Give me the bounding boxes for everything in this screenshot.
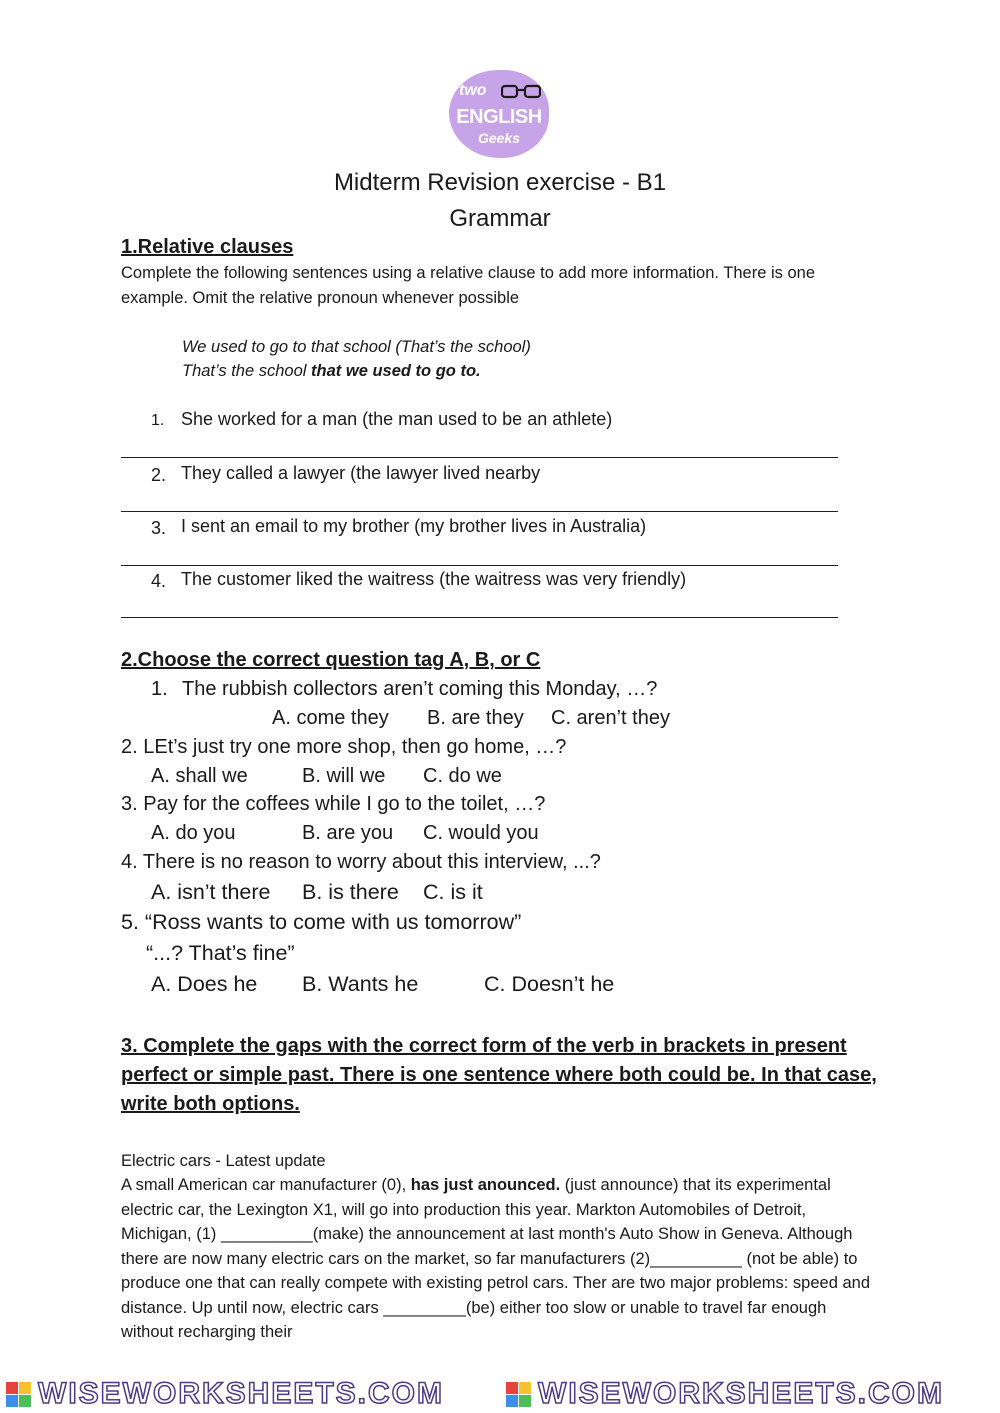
watermark-logo-icon-2 xyxy=(506,1382,532,1408)
q4-option-a[interactable]: A. isn’t there xyxy=(151,880,271,904)
q1-option-c[interactable]: C. aren’t they xyxy=(551,707,670,729)
section1-instructions: Complete the following sentences using a relative clause to add more information. There is one example. Omit the relative pronoun whenever possible xyxy=(121,264,815,307)
answer-line-2[interactable] xyxy=(121,511,838,512)
item2-text: They called a lawyer (the lawyer lived nearby xyxy=(181,463,541,483)
example-answer xyxy=(182,359,481,383)
answer-line-1[interactable] xyxy=(121,457,838,458)
item1-number: 1. xyxy=(151,412,165,429)
item2-number: 2. xyxy=(151,465,167,485)
q1-option-a[interactable]: A. come they xyxy=(272,707,389,729)
q3-option-b[interactable]: B. are you xyxy=(302,822,394,844)
passage-bold: has just anounced. xyxy=(410,1176,561,1194)
example-answer-plain: That’s the school xyxy=(182,362,312,380)
q3-option-a[interactable]: A. do you xyxy=(151,822,236,844)
example-answer-bold: that we used to go to. xyxy=(311,362,481,380)
q3-text: 3. Pay for the coffees while I go to the toilet, …? xyxy=(121,793,546,815)
q2-text: 2. LEt’s just try one more shop, then go home, …? xyxy=(121,736,567,758)
footer-watermark xyxy=(0,1374,1000,1413)
answer-line-4[interactable] xyxy=(121,617,838,618)
logo-line2: ENGLISH xyxy=(456,106,542,128)
passage-post: (just announce) that its experimental electric car, the Lexington X1, will go into production this year. Markton Automobiles of Detroit, Michigan, (1) __________(make) the announcement at last month's Auto Show in Geneva. Although there are now many electric cars on the market, so far manufacturers (2)__________ (not be able) to produce one that can really compete with existing petrol cars. Ther are two major problems: speed and distance. Up until now, electric cars _________(be) either too slow or unable to travel far enough without recharging their xyxy=(121,1176,871,1341)
q4-option-b[interactable]: B. is there xyxy=(302,880,399,904)
q1-number: 1. xyxy=(151,678,168,700)
page-subtitle: Grammar xyxy=(449,205,551,232)
item1-text: She worked for a man (the man used to be an athlete) xyxy=(181,409,613,429)
section1-heading: 1.Relative clauses xyxy=(121,236,294,258)
q1-text: The rubbish collectors aren’t coming this Monday, …? xyxy=(182,678,658,700)
q5-option-c[interactable]: C. Doesn’t he xyxy=(484,972,615,996)
page-title: Midterm Revision exercise - B1 xyxy=(333,169,667,196)
watermark-text-1: WISEWORKSHEETS.COM xyxy=(38,1377,445,1410)
item3-text: I sent an email to my brother (my brother lives in Australia) xyxy=(181,516,647,536)
q3-option-c[interactable]: C. would you xyxy=(423,822,539,844)
q2-option-c[interactable]: C. do we xyxy=(423,765,502,787)
q4-text: 4. There is no reason to worry about this interview, ...? xyxy=(121,851,601,873)
passage-title: Electric cars - Latest update xyxy=(121,1152,326,1170)
section2-heading: 2.Choose the correct question tag A, B, or C xyxy=(121,649,541,671)
section3-heading: 3. Complete the gaps with the correct form of the verb in brackets in present perfect or simple past. There is one sentence where both could be. In that case, write both options. xyxy=(121,1035,877,1115)
q2-option-a[interactable]: A. shall we xyxy=(151,765,248,787)
q1-option-b[interactable]: B. are they xyxy=(427,707,524,729)
q5-option-a[interactable]: A. Does he xyxy=(151,972,258,996)
q4-option-c[interactable]: C. is it xyxy=(423,880,483,904)
q5-text: 5. “Ross wants to come with us tomorrow” xyxy=(121,910,522,934)
example-sentence: We used to go to that school (That’s the school) xyxy=(182,338,531,356)
passage-pre: A small American car manufacturer (0), xyxy=(121,1176,411,1194)
q5-option-b[interactable]: B. Wants he xyxy=(302,972,419,996)
logo-line1: two xyxy=(459,82,487,99)
q5-text2: “...? That’s fine” xyxy=(146,941,295,965)
item3-number: 3. xyxy=(151,518,167,538)
logo-line3: Geeks xyxy=(477,130,521,146)
logo xyxy=(449,70,549,158)
item4-number: 4. xyxy=(151,571,167,591)
item4-text: The customer liked the waitress (the waitress was very friendly) xyxy=(181,569,687,589)
watermark-text-2: WISEWORKSHEETS.COM xyxy=(538,1377,945,1410)
answer-line-3[interactable] xyxy=(121,565,838,566)
glasses-icon xyxy=(501,84,541,100)
watermark-logo-icon xyxy=(6,1382,32,1408)
q2-option-b[interactable]: B. will we xyxy=(302,765,386,787)
passage-text xyxy=(121,1173,881,1345)
